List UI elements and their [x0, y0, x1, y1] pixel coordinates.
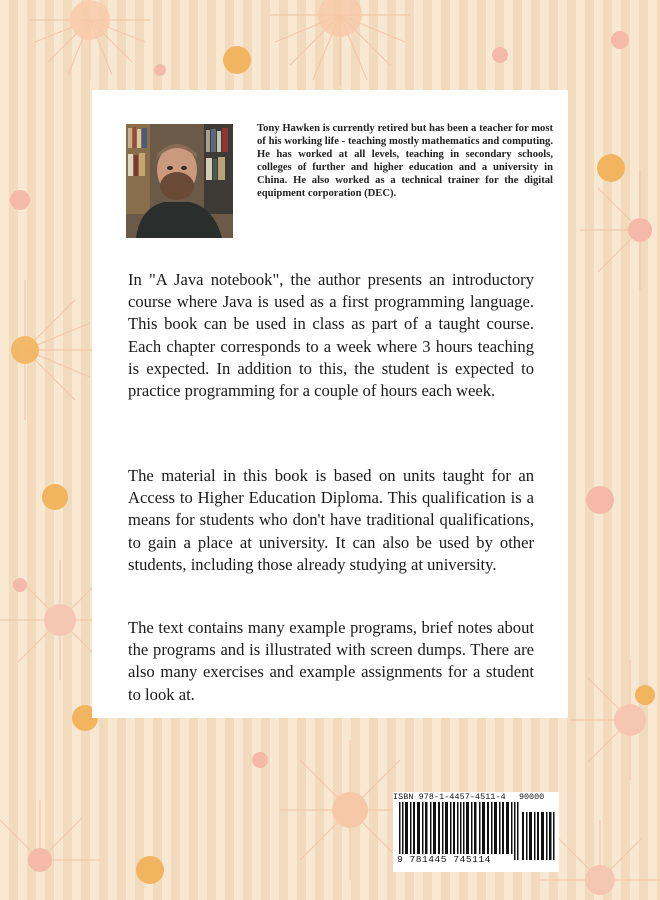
barcode-digits: 9 781445 745114 [397, 854, 491, 865]
description-paragraph-3: The text contains many example programs, brief notes about the programs and is illustrated with screen dumps. There are also many exercises and example assignments for a student to look at. [128, 618, 534, 704]
back-cover-text-panel [92, 90, 568, 718]
description-paragraph-2: The material in this book is based on units taught for an Access to Higher Education Diploma. This qualification is a means for students who don't have traditional qualifications, to gain a place at university. It can also be used by other students, including those already studying at university. [128, 466, 534, 574]
barcode-bars [395, 802, 557, 862]
isbn-barcode [393, 792, 559, 872]
author-bio: Tony Hawken is currently retired but has been a teacher for most of his working life - teaching mostly mathematics and computing. He has worked at all levels, teaching in secondary schools, colleges of further and higher education and a university in China. He also worked as a technical trainer for the digital equipment corporation (DEC). [257, 123, 553, 200]
description-paragraph-1: In "A Java notebook", the author presents an introductory course where Java is used as a first programming language. This book can be used in class as part of a taught course. Each chapter corresponds to a week where 3 hours teaching is expected. In addition to this, the student is expected to practice programming for a couple of hours each week. [128, 270, 534, 401]
isbn-label: ISBN 978-1-4457-4511-4 [393, 792, 506, 802]
price-code: 90000 [519, 792, 545, 802]
author-photo [126, 124, 233, 238]
